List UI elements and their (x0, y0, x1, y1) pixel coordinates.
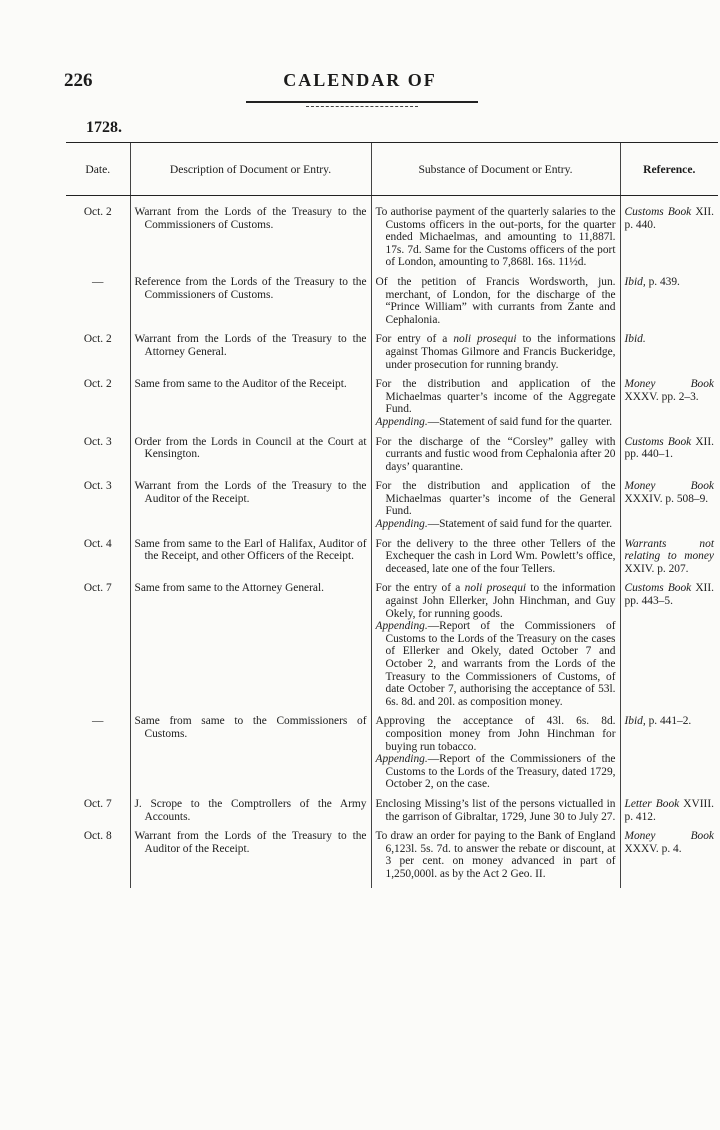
year-heading: 1728. (86, 119, 122, 136)
entry-reference (620, 715, 718, 798)
title-rule (246, 101, 478, 103)
entry-date: Oct. 7 (83, 582, 112, 595)
entry-description: Same from same to the Earl of Halifax, Auditor of the Receipt, and other Officers of the Receipt. (130, 538, 371, 583)
table-row (66, 480, 718, 537)
entry-date: Oct. 7 (83, 797, 112, 810)
reference-book: Warrants not relating to money (624, 537, 714, 563)
entry-description: Reference from the Lords of the Treasury to the Commissioners of Customs. (130, 276, 371, 333)
entry-description: Same from same to the Commissioners of Customs. (130, 715, 371, 798)
entry-substance: For the distribution and application of the Michaelmas quarter’s income of the Aggregate Fund. Appending.—Statement of said fund for the quarter. (371, 378, 620, 435)
entry-description: Order from the Lords in Council at the Court at Kensington. (130, 436, 371, 481)
reference-book: Money Book (624, 830, 714, 843)
entry-date: Oct. 2 (83, 206, 112, 218)
reference-book: Customs Book (624, 435, 692, 448)
reference-book: Money Book (624, 378, 714, 391)
entry-date: — (92, 275, 104, 288)
entry-substance: Enclosing Missing’s list of the persons victualled in the garrison of Gibraltar, 1729, June 30 to July 27. (371, 798, 620, 830)
column-header-substance: Substance of Document or Entry. (371, 143, 620, 196)
entry-substance: For the discharge of the “Corsley” galley with currants and fustic wood from Cephalonia after 20 days’ quarantine. (371, 436, 620, 481)
entry-date: Oct. 2 (83, 378, 112, 391)
entry-date: Oct. 2 (83, 333, 112, 346)
reference-book: Customs Book (624, 582, 692, 595)
reference-detail: XII. p. 440. (624, 206, 714, 231)
table-row (66, 582, 718, 715)
entry-substance: For the distribution and application of the Michaelmas quarter’s income of the General Fund. Appending.—Statement of said fund for the quarter. (371, 480, 620, 537)
entry-reference (620, 480, 718, 537)
entry-description: Warrant from the Lords of the Treasury to the Attorney General. (130, 333, 371, 378)
entry-date: Oct. 4 (83, 537, 112, 550)
table-row (66, 798, 718, 830)
appending-label: Appending. (375, 620, 428, 633)
entry-reference (620, 206, 718, 276)
appending-label: Appending. (375, 518, 428, 531)
appending-label: Appending. (375, 415, 428, 428)
reference-book: Letter Book (624, 797, 680, 810)
reference-book: Customs Book (624, 206, 692, 218)
table-row (66, 830, 718, 887)
entry-reference (620, 538, 718, 583)
entry-reference (620, 276, 718, 333)
entry-date: Oct. 8 (83, 830, 112, 843)
entry-reference (620, 830, 718, 887)
table-row (66, 276, 718, 333)
reference-detail: XXXV. p. 4. (624, 842, 682, 855)
table-row (66, 715, 718, 798)
entry-description: Warrant from the Lords of the Treasury to the Commissioners of Customs. (130, 206, 371, 276)
reference-detail: XVIII. p. 412. (624, 797, 714, 823)
reference-detail: XII. pp. 443–5. (624, 582, 714, 608)
calendar-table (66, 142, 718, 888)
entry-substance: For entry of a noli prosequi to the informations against Thomas Gilmore and Francis Buckeridge, under prosecution for running brandy. (371, 333, 620, 378)
entry-substance: To authorise payment of the quarterly salaries to the Customs officers in the out-ports, for the quarter ended Michaelmas, and amounting to 11,887l. 17s. 7d. Same for the Customs officers of the port of London, amounting to 7,868l. 16s. 11½d. (371, 206, 620, 276)
entry-description: Warrant from the Lords of the Treasury to the Auditor of the Receipt. (130, 830, 371, 887)
entry-reference (620, 798, 718, 830)
table-row (66, 436, 718, 481)
entry-reference (620, 378, 718, 435)
entry-reference (620, 333, 718, 378)
entry-date: Oct. 3 (83, 435, 112, 448)
entry-description: Same from same to the Auditor of the Receipt. (130, 378, 371, 435)
entry-description: Same from same to the Attorney General. (130, 582, 371, 715)
column-header-reference: Reference. (620, 143, 718, 196)
entry-substance: Of the petition of Francis Wordsworth, jun. merchant, of London, for the discharge of the “Prince William” with currants from Zante and Cephalonia. (371, 276, 620, 333)
entry-description: J. Scrope to the Comptrollers of the Army Accounts. (130, 798, 371, 830)
table-row (66, 206, 718, 276)
reference-detail: XXIV. p. 207. (624, 562, 689, 575)
column-header-row (66, 143, 718, 196)
column-header-description: Description of Document or Entry. (130, 143, 371, 196)
page-number: 226 (64, 70, 93, 91)
reference-book: Money Book (624, 480, 714, 493)
entry-description: Warrant from the Lords of the Treasury to the Auditor of the Receipt. (130, 480, 371, 537)
table-row (66, 333, 718, 378)
entry-substance: For the entry of a noli prosequi to the information against John Ellerker, John Hinchman, and Guy Okely, for running goods. Appending.—Report of the Commissioners of Customs to the Lords of the Treasury on the cases of Ellerker and Okely, dated October 7 and October 2, and warrants from the Lords of the Treasury to the Commissioners of Customs, of date October 7, authorising the acceptance of 53l. 6s. 8d. and 20l. as composition money. (371, 582, 620, 715)
reference-book: Ibid, (624, 275, 646, 288)
reference-detail: XXXIV. p. 508–9. (624, 492, 709, 505)
entry-date: — (92, 715, 104, 728)
reference-detail: XXXV. pp. 2–3. (624, 390, 699, 403)
entry-substance: For the delivery to the three other Tellers of the Exchequer the cash in Lord Wm. Powlett’s office, deceased, late one of the four Tellers. (371, 538, 620, 583)
column-header-date: Date. (66, 143, 130, 196)
entry-reference (620, 582, 718, 715)
appending-label: Appending. (375, 753, 428, 766)
entry-date: Oct. 3 (83, 480, 112, 493)
running-title: CALENDAR OF (283, 70, 437, 90)
reference-detail: XII. pp. 440–1. (624, 435, 714, 461)
table-row (66, 538, 718, 583)
entry-reference (620, 436, 718, 481)
entry-substance: To draw an order for paying to the Bank of England 6,123l. 5s. 7d. to answer the rebate or discount, at 3 per cent. on money advanced in part of 1,250,000l. as by the Act 2 Geo. II. (371, 830, 620, 887)
entry-substance: Approving the acceptance of 43l. 6s. 8d. composition money from John Hinchman for buying run tobacco. Appending.—Report of the Commissioners of the Customs to the Lords of the Treasury, dated 1729, October 2, on the case. (371, 715, 620, 798)
reference-detail: p. 441–2. (648, 715, 692, 728)
reference-detail: p. 439. (648, 275, 680, 288)
reference-book: Ibid. (624, 333, 646, 346)
reference-book: Ibid, (624, 715, 646, 728)
table-row (66, 378, 718, 435)
title-rule-dashed (306, 106, 418, 107)
